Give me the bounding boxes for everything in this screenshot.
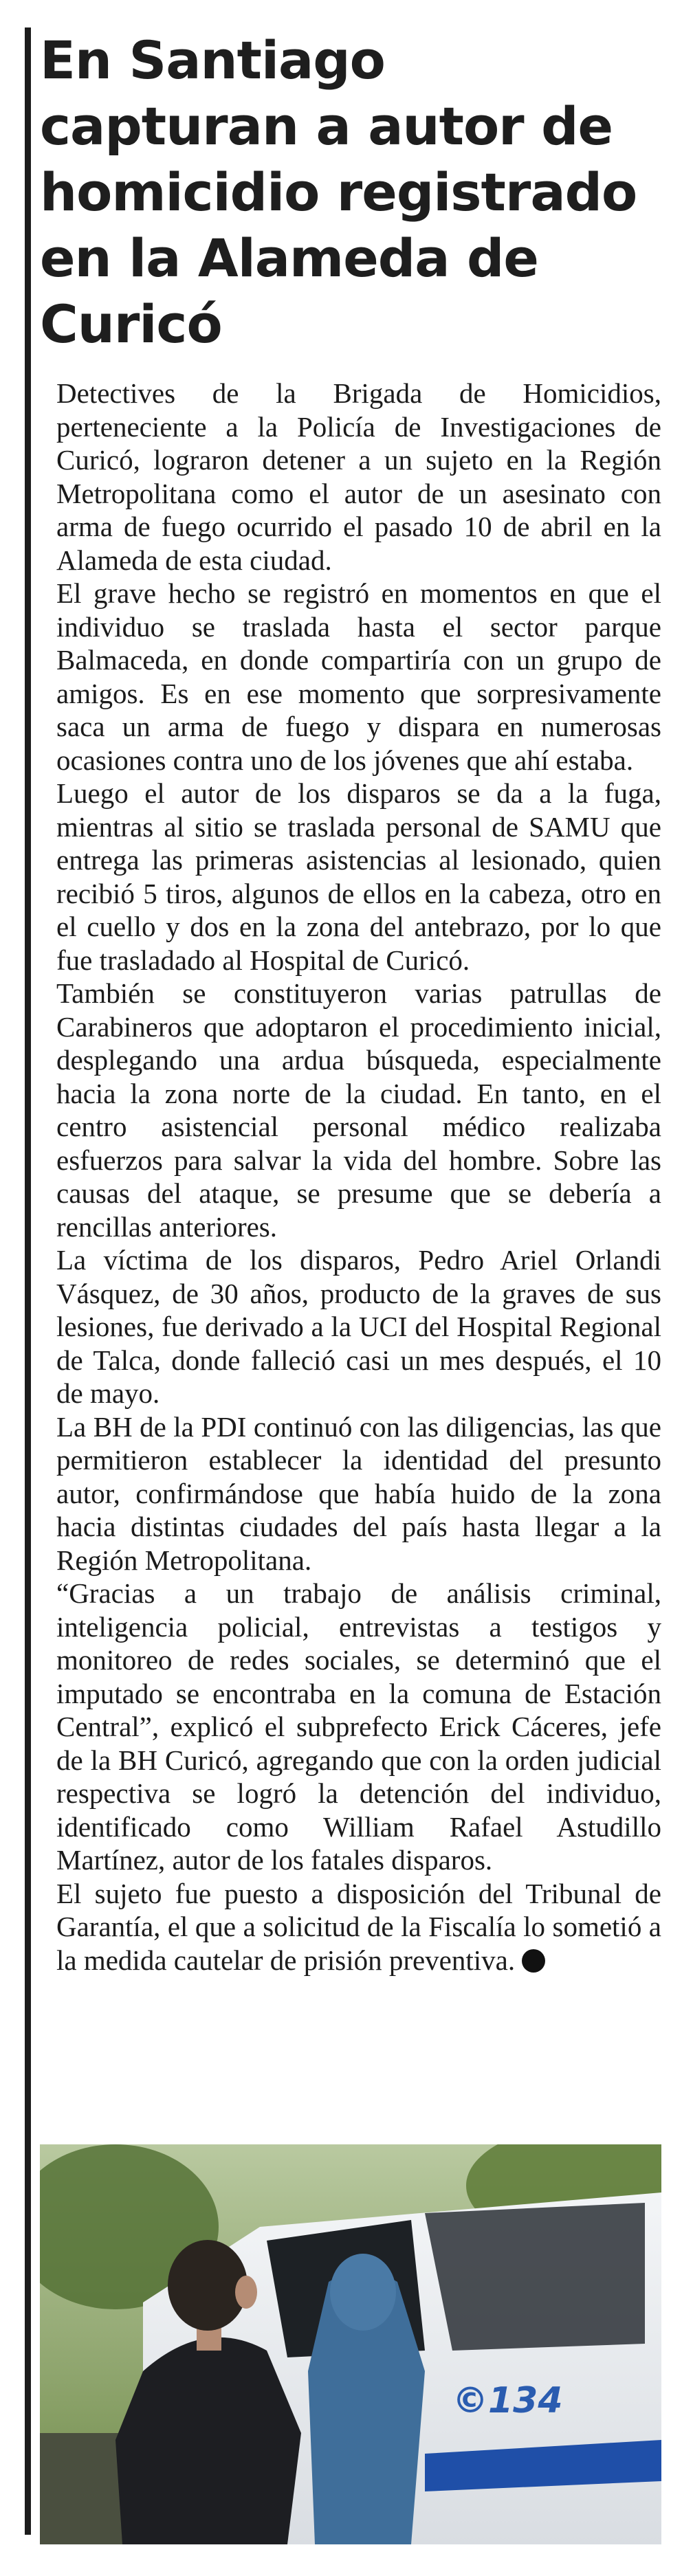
news-photo	[40, 2144, 661, 2544]
officer-ear	[235, 2276, 257, 2309]
paragraph: Luego el autor de los disparos se da a la fuga, mientras al sitio se traslada personal de SAMU que entrega las primeras asistencias al lesionado, quien recibió 5 tiros, algunos de ellos en la cabeza, otro en el cuello y dos en la zona del antebrazo, por lo que fue trasladado al Hospital de Curicó.	[56, 777, 661, 976]
column-rule	[25, 27, 31, 2535]
officer-head	[168, 2240, 248, 2331]
paragraph: La víctima de los disparos, Pedro Ariel Orlandi Vásquez, de 30 años, producto de la graves de sus lesiones, fue derivado a la UCI del Hospital Regional de Talca, donde falleció casi un mes después, el 10 de mayo.	[56, 1244, 661, 1409]
headline: En Santiago capturan a autor de homicidio registrado en la Alameda de Curicó	[40, 30, 637, 355]
paragraph-text: El sujeto fue puesto a disposición del Tribunal de Garantía, el que a solicitud de la Fiscalía lo sometió a la medida cautelar de prisión preventiva.	[56, 1877, 661, 1976]
paragraph: Detectives de la Brigada de Homicidios, perteneciente a la Policía de Investigaciones de Curicó, lograron detener a un sujeto en la Región Metropolitana como el autor de un asesinato con arma de fuego ocurrido el pasado 10 de abril en la Alameda de esta ciudad.	[56, 377, 661, 576]
paragraph: También se constituyeron varias patrullas de Carabineros que adoptaron el procedimiento inicial, desplegando una ardua búsqueda, especialmente hacia la zona norte de la ciudad. En tanto, en el centro asistencial personal médico realizaba esfuerzos para salvar la vida del hombre. Sobre las causas del ataque, se presume que se debería a rencillas anteriores.	[56, 977, 661, 1243]
end-of-article-icon	[522, 1949, 545, 1973]
detainee-hood	[330, 2254, 396, 2331]
paragraph-last	[56, 1877, 661, 1977]
paragraph: El grave hecho se registró en momentos en que el individuo se traslada hasta el sector parque Balmaceda, en donde compartiría con un grupo de amigos. Es en ese momento que sorpresivamente saca un arma de fuego y dispara en numerosas ocasiones contra uno de los jóvenes que ahí estaba.	[56, 577, 661, 776]
article-body	[56, 377, 661, 1977]
vehicle-number: ©134	[452, 2380, 563, 2421]
vehicle-window	[425, 2203, 645, 2351]
paragraph: La BH de la PDI continuó con las diligencias, las que permitieron establecer la identidad del presunto autor, confirmándose que había huido de la zona hacia distintas ciudades del país hasta llegar a la Región Metropolitana.	[56, 1410, 661, 1576]
photo-illustration	[40, 2144, 661, 2544]
paragraph: “Gracias a un trabajo de análisis criminal, inteligencia policial, entrevistas a testigos y monitoreo de redes sociales, se determinó que el imputado se encontraba en la comuna de Estación Central”, explicó el subprefecto Erick Cáceres, jefe de la BH Curicó, agregando que con la orden judicial respectiva se logró la detención del individuo, identificado como William Rafael Astudillo Martínez, autor de los fatales disparos.	[56, 1577, 661, 1876]
